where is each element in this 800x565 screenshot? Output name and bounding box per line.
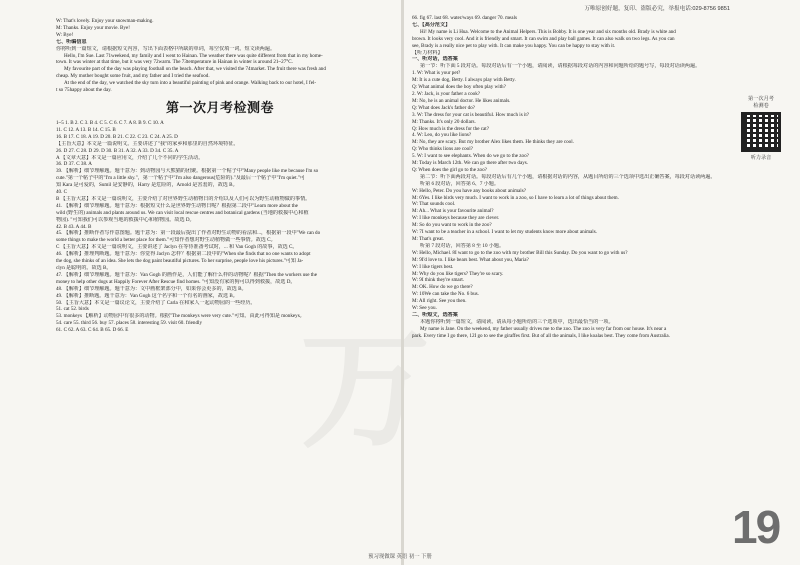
text-line: 39. 【解析】细节理解题。题干意为：到动物园与大熊猫的团聚。根据第一个帖子中"Many people like me because I'm so: [56, 168, 319, 175]
text-line: 40. C: [56, 189, 68, 196]
text-line: W: Hello, Michael. 8I want to go to the zoo with my brother Bill this Sunday. Do you want to go with us?: [412, 249, 628, 256]
text-line: 一、听对话，选答案: [412, 56, 458, 63]
text-line: 第一节：听下面 5 段对话。每段对话后有一个小题，请阅读，请根据每段对话的内容和问题所给的题号写，每段对话读两遍。: [420, 63, 701, 70]
text-line: 5. W: I want to see elephants. When do we go to the zoo?: [412, 153, 529, 160]
text-line: 物园). "可知我们可以参观当地的救援中心和植物园。故选 D。: [56, 216, 195, 223]
text-line: Q: What animal does the boy often play with?: [412, 84, 506, 91]
text-line: M: No, they are scary. But my brother Alex likes them. He thinks they are cool.: [412, 139, 574, 146]
text-line: A 【文章大意】本文是一篇应用文，介绍了几个不同的学生活动。: [56, 154, 204, 161]
text-line: 48. 【解析】细节理解题。题干意为：文中画框架部分中，如果你会更多的，故选 B。: [56, 285, 247, 292]
right-column: [406, 0, 800, 565]
text-line: wild (野生的) animals and plants around us. We can visit local rescue centres and botanical gardens (当地的救援中心和植: [56, 209, 309, 216]
text-line: W: 10We can take the No. 6 bus.: [412, 291, 479, 298]
text-line: 47. 【解析】细节理解题。题干意为：Van Gogh 的画作是，人们能了解什么样的动物呢？根据"Then the workers use the: [56, 271, 317, 278]
text-line: W: That's lovely. Enjoy your snowman-making.: [56, 18, 154, 24]
text-line: My favourite part of the day was playing football on the beach. After that, we visited the 74market. The fruit there was fresh and: [64, 66, 326, 73]
text-line: 七、【高分范文】: [412, 21, 451, 28]
text-line: W: Hello, Peter. Do you have any books about animals?: [412, 187, 526, 194]
text-line: 42. B 43. A 44. B: [56, 223, 92, 230]
qr-label-top: 第一次月考: [748, 96, 774, 102]
text-line: M: Ah... What is your favourite animal?: [412, 208, 494, 215]
text-line: M: That's great.: [412, 236, 445, 242]
text-line: C 【主旨大意】本文是一篇说明文，主要讲述了 Jaclyn 在等待准备考试时，... 和 Van Gogh 的故事，故选 C。: [56, 244, 298, 251]
text-line: 1~5 1. B 2. C 3. B 4. C 5. C 6. C 7. A 8. B 9. C 10. A: [56, 119, 164, 126]
text-line: 第二节：听下面两段对话。每段对话后有几个小题，请根据对话的内容，从题目所给的三个选项中选出正确答案，每段对话读两遍。: [420, 173, 716, 180]
text-line: W: 7I want to be a teacher in a school. I want to let my students know more about animals.: [412, 229, 597, 236]
text-line: 【听力材料】: [412, 49, 443, 56]
text-line: 66. fig 67. last 68. water/ways 69. danger 70. meals: [412, 15, 517, 21]
text-line: 36. D 37. C 38. A: [56, 161, 92, 168]
header-notice: 万唯原创好题，复印、盗版必究，举报电话:029-8756 9851: [584, 6, 730, 12]
text-line: B 【主旨大意】本文是一篇说明文，主要介绍了对世界野生动植物日的介绍以及人们可以为野生动植物做的事情。: [56, 195, 311, 202]
text-line: 【主旨大意】本文是一篇说明文。主要讲述了"我"的家乡和那里的自然环境特征。: [56, 140, 239, 147]
text-line: 61. C 62. A 63. C 64. B 65. D 66. E: [56, 327, 129, 334]
text-line: 知 Kara 是可爱的，Sumil 是安静的，Harry 是危险的，Arnold 是害羞的，故选 B。: [56, 182, 238, 189]
text-line: My name is Jane. On the weekend, my father usually drives me to the zoo. The zoo is very far from our house. It's near a: [420, 325, 667, 332]
text-line: 4. W: Leo, do you like lions?: [412, 132, 472, 139]
text-line: M: OK. How do we go there?: [412, 284, 473, 291]
text-line: M: Why do you like tigers? They're so scary.: [412, 270, 504, 277]
text-line: W: I like tigers best.: [412, 263, 454, 270]
text-line: 41. 【解析】细节理解题。题干意为：根据短文什么是世界野生动物日呢？根据第二段中"Learn more about the: [56, 202, 298, 209]
text-line: Hi! My name is Li Hua. Welcome to the Animal Helpers. This is Bobby. It is one year and six months old. Brady is white and: [420, 28, 676, 35]
qr-code-icon[interactable]: [741, 112, 781, 152]
text-line: the dog, she thinks of an idea. She lets the dog paint beautiful pictures. To her surprise, people love his pictures."可知 Ja-: [56, 258, 304, 265]
text-line: 16. B 17. C 18. A 19. D 20. B 21. C 22. C 23. C 24. A 25. D: [56, 133, 178, 140]
text-line: cute."第一个帖子中的"I'm a little shy."，第一个帖子中"I'm also dangerous(危险的)."及最后一个帖子中"I'm quiet."可: [56, 175, 306, 182]
qr-label-bottom: 听力录音: [750, 155, 772, 161]
right-text-block: [412, 15, 730, 340]
text-line: M: It is a cute dog, Betty. I always play with Betty.: [412, 77, 516, 84]
listening-qr-box: [732, 96, 790, 162]
qr-label-mid: 检测卷: [753, 102, 769, 109]
text-line: Hello, I'm Sue. Last 71weekend, my family and I went to Hainan. The weather there was quite different from that in my home-: [64, 52, 323, 59]
text-line: Q: When does the girl go to the zoo?: [412, 166, 487, 173]
text-line: Q: How much is the dress for the cat?: [412, 125, 489, 132]
text-line: M: 9I'd love to. I like bears best. What about you, Maria?: [412, 256, 529, 263]
text-line: 本题你将听到一篇短文，请阅读。请从每小题所给的三个选项中，选出最恰当的一项。: [420, 318, 614, 325]
page-number: 19: [732, 501, 780, 553]
text-line: some things to make the world a better place for them."可知作者想对野生动植物做一些事情。故选 C。: [56, 237, 276, 244]
text-line: 11. C 12. A 13. B 14. C 15. B: [56, 126, 116, 133]
text-line: park. Every time I go there, 12I go to see the giraffes first. But of all the animals, I like koalas best. They come from Australia.: [412, 332, 670, 339]
text-line: M: All right. See you then.: [412, 298, 467, 305]
test-heading: 第一次月考检测卷: [165, 99, 274, 115]
text-line: 七、听编信息: [56, 38, 87, 45]
text-line: 听第 7 段对话，回答第 8 至 10 小题。: [420, 242, 505, 249]
left-text-block: [56, 18, 384, 334]
text-line: clyn 是聪明的。故选 B。: [56, 265, 112, 271]
text-line: 你将听到一篇短文，请根据短文内容，写出下面表格中所缺的单词，每空仅填一词。短文读两遍。: [56, 45, 276, 52]
text-line: M: No, he is an animal doctor. He likes animals.: [412, 97, 511, 104]
text-line: 53. monkeys 【解析】动物园中有很多的动物。根据"The monkeys were very cute."可知。由此可得知是 monkeys。: [56, 313, 305, 320]
text-line: 二、听短文，选答案: [412, 311, 458, 318]
watermark: 万: [300, 317, 431, 463]
text-line: see, Brady is a really nice pet to play with. It can make you happy. You can be happy to stay with it.: [412, 42, 616, 49]
text-line: t so 75happy about the day.: [56, 87, 112, 94]
text-line: 50. 【主旨大意】本文是一篇议论文，主要介绍了 Carla 在和家人一起动物园的一些经历。: [56, 299, 256, 306]
page-footer: 预习现做课 英语 初一 下册: [368, 554, 432, 560]
text-line: W: 9I think they're smart.: [412, 277, 465, 284]
text-line: Q: Who thinks lions are cool?: [412, 146, 473, 153]
text-line: M: Thanks. Enjoy your movie. Bye!: [56, 24, 130, 31]
text-line: At the end of the day, we watched the sky turn into a beautiful painting of pink and orange. Walking back to our hotel, I fel-: [64, 80, 317, 87]
text-line: town. It was winter at that time, but it was very 72warm. The 73temperature in Hainan in winter is around 21~27°C.: [56, 59, 293, 66]
text-line: 1. W: What is your pet?: [412, 70, 461, 77]
text-line: W: Bye!: [56, 31, 74, 38]
text-line: W: That sounds cool.: [412, 201, 456, 208]
text-line: brown. It looks very cool. And it is friendly and smart. It can swim and play ball games. It can also walk on two legs. As you can: [412, 35, 675, 42]
text-line: W: See you.: [412, 305, 437, 312]
text-line: 49. 【解析】推断题。题干意为：Van Gogh 这个名字和一个有名的画家，故选 B。: [56, 292, 238, 299]
text-line: 54. care 55. third 56. buy 57. places 58. interesting 59. visit 60. friendly: [56, 320, 202, 327]
text-line: M: So do you want to work in the zoo?: [412, 222, 492, 229]
text-line: 听第 6 段对话，回答第 6、7 小题。: [420, 180, 499, 187]
text-line: 51. cat 52. birds: [56, 306, 89, 313]
text-line: W: I like monkeys because they are clever.: [412, 215, 500, 222]
text-line: M: Thanks. It's only 20 dollars.: [412, 118, 476, 125]
text-line: M: Today is March 12th. We can go there after two days.: [412, 160, 529, 167]
text-line: 45. 【解析】推断作者写作意图题。题干意为：第一段最后提出了作者对野生动物的看法和...，根据第一段中"We can do: [56, 230, 321, 237]
text-line: 2. W: Jack, is your father a cook?: [412, 90, 481, 97]
text-line: 26. D 27. C 28. D 29. D 30. B 31. A 32. A 33. D 34. C 35. A: [56, 147, 179, 154]
text-line: Q: What does Jack's father do?: [412, 104, 475, 111]
text-line: cheap. My mother bought some fruit, and my father and I tried the seafood.: [56, 73, 210, 80]
text-line: money to help other dogs at Happily Forever After Rescue find homes. "可知没有家的狗可以得到救援，故选 D。: [56, 278, 296, 285]
text-line: 3. W: The dress for your cat is beautiful. How much is it?: [412, 111, 530, 118]
text-line: M: 6Yes. I like birds very much. I want to work in a zoo, so I have to learn a lot of things about them.: [412, 194, 619, 201]
page-gutter: [401, 0, 404, 565]
text-line: 46. 【解析】推理判断题。题干意为：你觉得 Jaclyn 怎样？根据第二段中的"When she finds that no one wants to adopt: [56, 251, 311, 258]
